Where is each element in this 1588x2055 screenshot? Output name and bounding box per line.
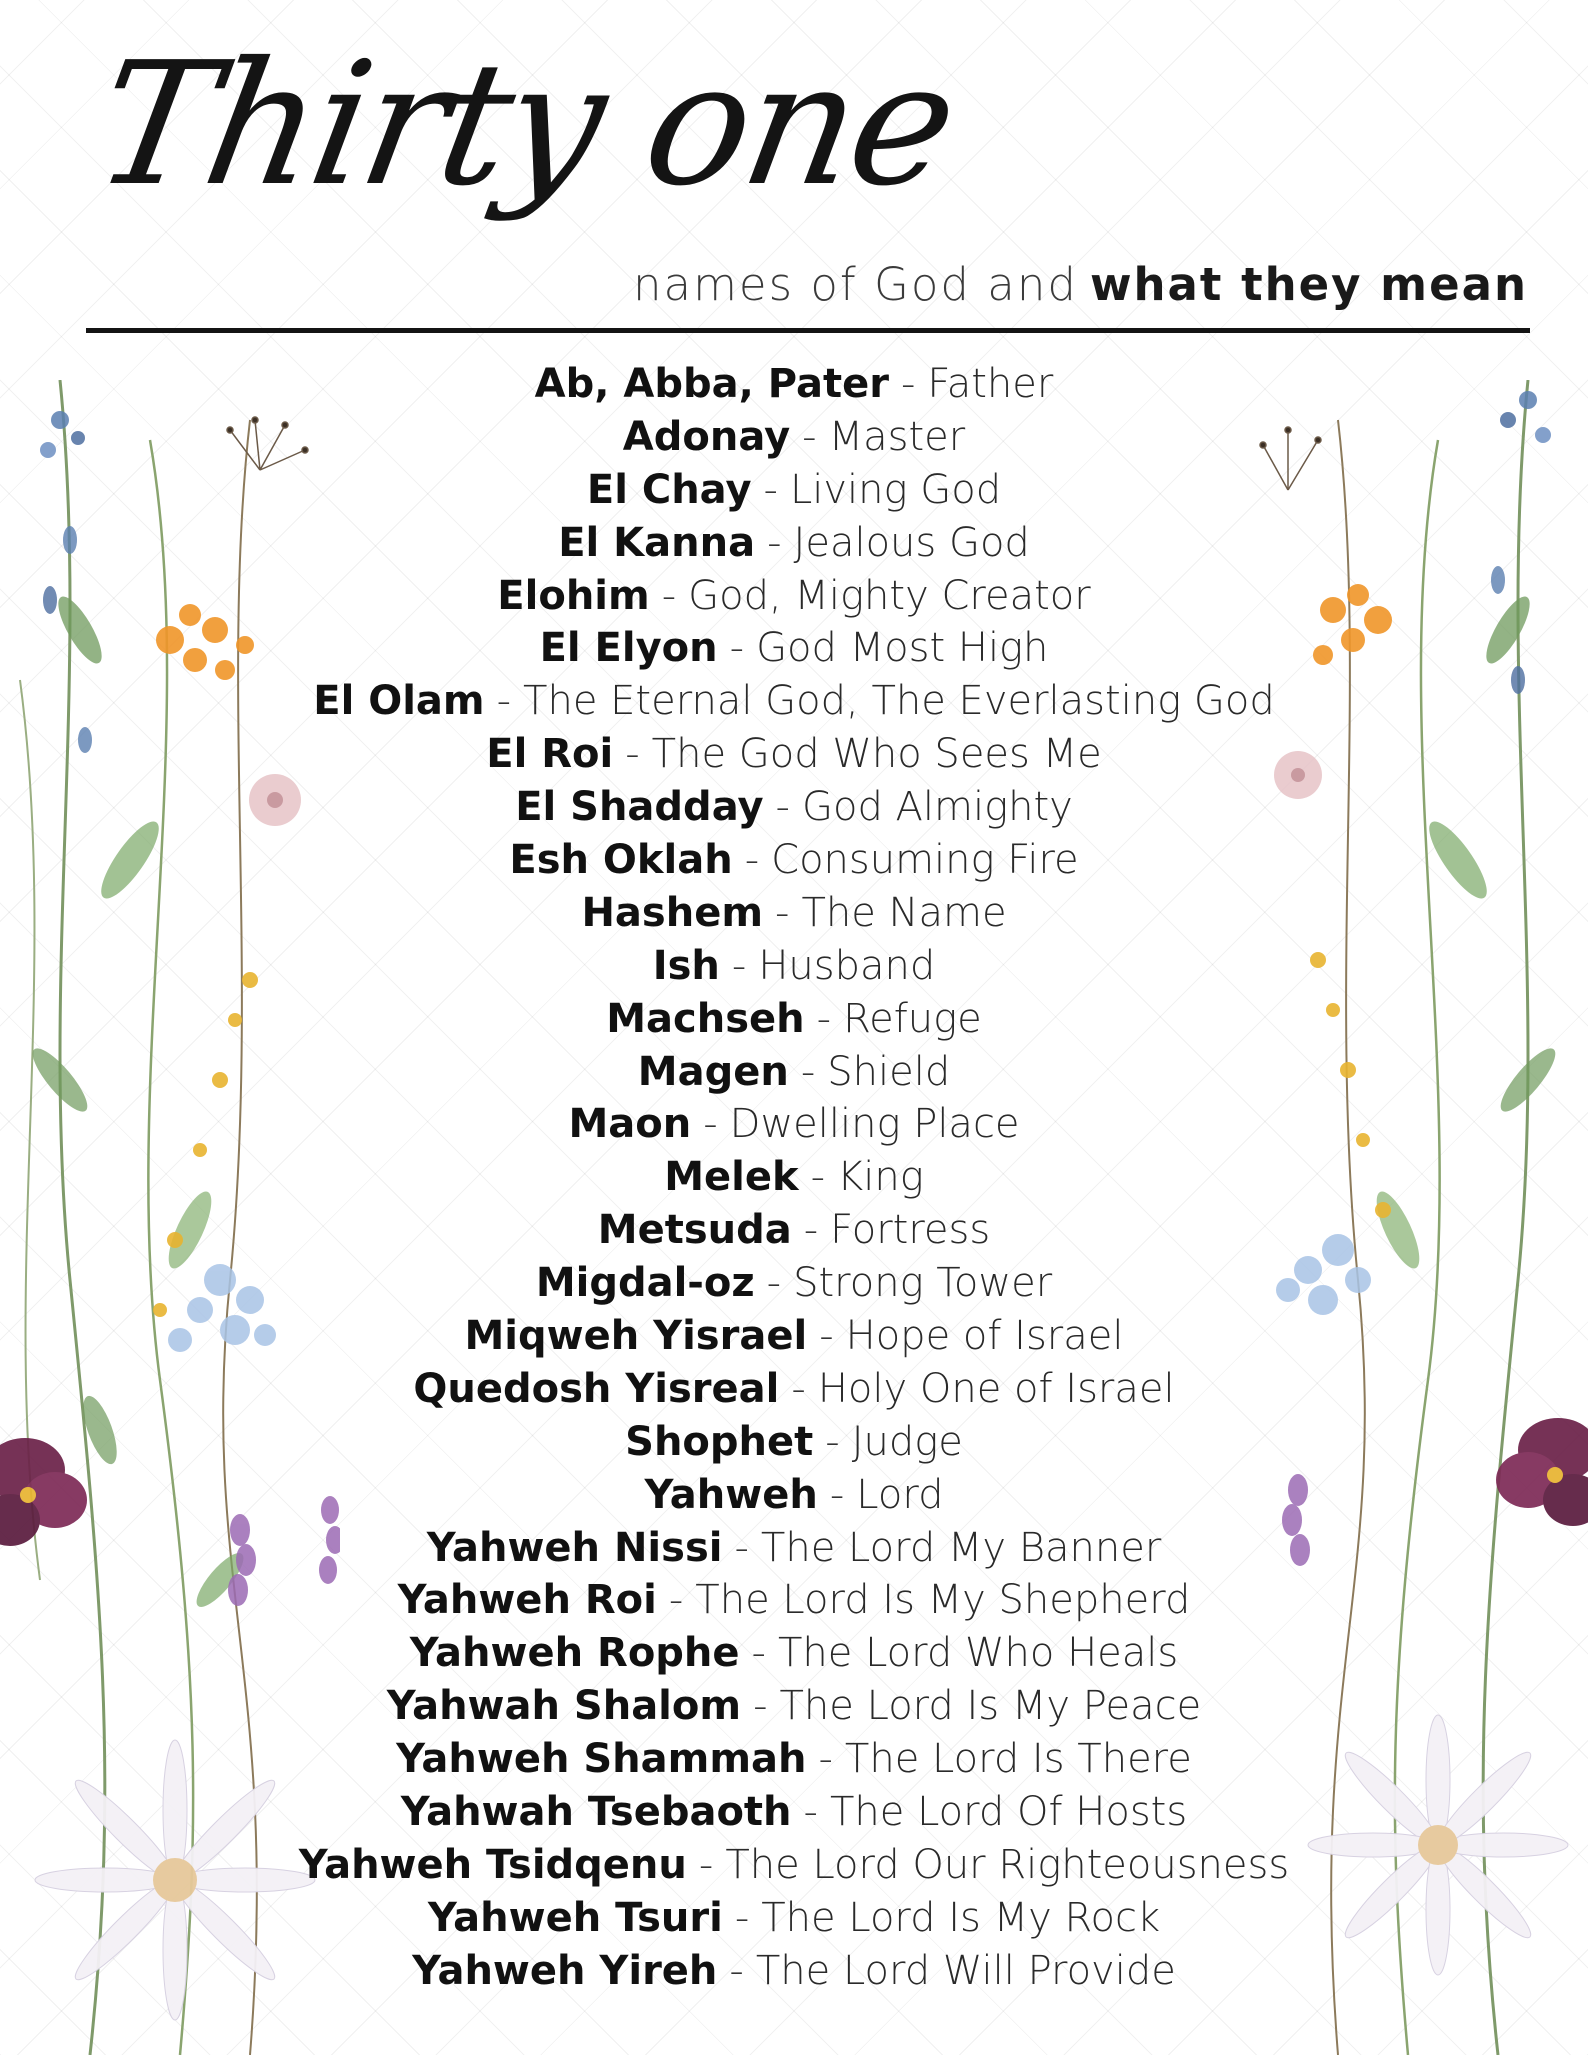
name-meaning: King <box>837 1154 924 1201</box>
separator: - <box>819 1313 834 1360</box>
name-meaning: The Name <box>801 889 1007 936</box>
name-meaning: The Lord Who Heals <box>777 1630 1179 1677</box>
name-term: Machseh <box>606 995 805 1042</box>
separator: - <box>775 889 790 936</box>
separator: - <box>734 1524 749 1571</box>
name-meaning: The Lord Will Provide <box>755 1947 1176 1994</box>
list-item <box>0 1680 1588 1733</box>
subtitle-light: names of God and <box>632 258 1078 311</box>
name-term: El Roi <box>486 731 614 778</box>
list-item <box>0 358 1588 411</box>
name-term: El Olam <box>313 678 485 725</box>
name-meaning: Living God <box>789 466 1002 513</box>
name-meaning: Husband <box>758 942 936 989</box>
name-meaning: Strong Tower <box>793 1260 1053 1307</box>
list-item <box>0 887 1588 940</box>
separator: - <box>803 1207 819 1254</box>
name-term: Metsuda <box>597 1207 792 1254</box>
name-meaning: Shield <box>827 1048 951 1095</box>
name-term: Hashem <box>581 889 763 936</box>
list-item <box>0 1151 1588 1204</box>
list-item <box>0 1363 1588 1416</box>
name-term: Shophet <box>625 1418 814 1465</box>
subtitle-bold: what they mean <box>1089 258 1528 311</box>
name-meaning: Holy One of Israel <box>817 1365 1175 1412</box>
name-meaning: The Lord Is My Rock <box>761 1894 1161 1941</box>
name-meaning: The God Who Sees Me <box>651 731 1102 778</box>
name-term: Elohim <box>497 572 650 619</box>
separator: - <box>625 731 640 778</box>
name-meaning: Consuming Fire <box>771 837 1079 884</box>
separator: - <box>818 1736 833 1783</box>
list-item <box>0 1257 1588 1310</box>
name-meaning: God Almighty <box>801 784 1073 831</box>
name-term: Yahweh Tsidqenu <box>298 1841 687 1888</box>
separator: - <box>496 678 512 725</box>
separator: - <box>731 942 747 989</box>
separator: - <box>829 1471 845 1518</box>
list-item <box>0 1204 1588 1257</box>
name-term: Quedosh Yisreal <box>413 1365 780 1412</box>
name-meaning: Father <box>927 361 1054 407</box>
list-item <box>0 1574 1588 1627</box>
name-term: El Kanna <box>558 519 756 566</box>
separator: - <box>810 1154 826 1201</box>
separator: - <box>816 995 832 1042</box>
list-item <box>0 464 1588 517</box>
name-meaning: The Lord Is My Shepherd <box>695 1577 1191 1624</box>
list-item <box>0 834 1588 887</box>
separator: - <box>802 413 817 460</box>
names-list <box>0 358 1588 1998</box>
name-meaning: Refuge <box>843 995 982 1042</box>
separator: - <box>825 1418 840 1465</box>
name-meaning: Judge <box>851 1418 963 1465</box>
name-term: Miqweh Yisrael <box>464 1313 808 1360</box>
list-item <box>0 1416 1588 1469</box>
separator: - <box>734 1894 750 1941</box>
name-term: El Chay <box>586 466 752 513</box>
name-term: El Elyon <box>539 625 718 672</box>
list-item <box>0 517 1588 570</box>
page-title: Thirty one <box>82 26 967 224</box>
name-meaning: Lord <box>856 1471 944 1518</box>
list-item <box>0 1469 1588 1522</box>
name-term: Yahwah Tsebaoth <box>400 1789 792 1836</box>
list-item <box>0 781 1588 834</box>
name-meaning: The Lord Of Hosts <box>829 1789 1188 1836</box>
name-meaning: The Lord My Banner <box>760 1524 1162 1571</box>
name-term: Maon <box>568 1101 692 1148</box>
separator: - <box>900 361 916 407</box>
list-item <box>0 993 1588 1046</box>
separator: - <box>668 1577 684 1624</box>
name-meaning: Hope of Israel <box>845 1313 1124 1360</box>
name-meaning: The Lord Our Righteousness <box>725 1841 1290 1888</box>
name-term: Melek <box>664 1154 799 1201</box>
separator: - <box>791 1365 806 1412</box>
title-rule <box>86 328 1530 333</box>
name-meaning: Master <box>828 413 966 460</box>
name-term: Ish <box>652 942 720 989</box>
list-item <box>0 411 1588 464</box>
separator: - <box>800 1048 816 1095</box>
name-term: Ab, Abba, Pater <box>534 361 889 407</box>
name-term: Magen <box>637 1048 789 1095</box>
name-term: Yahweh Rophe <box>409 1630 740 1677</box>
separator: - <box>729 1947 744 1994</box>
name-term: Yahweh Tsuri <box>427 1894 723 1941</box>
separator: - <box>729 625 745 672</box>
name-term: Yahweh Shammah <box>396 1736 807 1783</box>
list-item <box>0 728 1588 781</box>
list-item <box>0 1046 1588 1099</box>
name-term: Yahweh <box>644 1471 818 1518</box>
name-meaning: The Eternal God, The Everlasting God <box>523 678 1275 725</box>
list-item <box>0 622 1588 675</box>
separator: - <box>744 837 760 884</box>
separator: - <box>703 1101 718 1148</box>
separator: - <box>763 466 778 513</box>
list-item <box>0 570 1588 623</box>
name-meaning: Jealous God <box>793 519 1030 566</box>
separator: - <box>766 1260 782 1307</box>
name-term: Yahwah Shalom <box>386 1683 742 1730</box>
name-term: Migdal-oz <box>535 1260 755 1307</box>
list-item <box>0 1945 1588 1998</box>
list-item <box>0 1098 1588 1151</box>
separator: - <box>661 572 677 619</box>
name-term: El Shadday <box>515 784 764 831</box>
separator: - <box>753 1683 768 1730</box>
name-term: Adonay <box>622 413 791 460</box>
name-term: Yahweh Roi <box>397 1577 657 1624</box>
separator: - <box>775 784 790 831</box>
name-term: Yahweh Nissi <box>426 1524 723 1571</box>
name-meaning: Dwelling Place <box>729 1101 1020 1148</box>
page-subtitle <box>632 258 1528 311</box>
name-term: Yahweh Yireh <box>412 1947 718 1994</box>
separator: - <box>803 1789 818 1836</box>
separator: - <box>767 519 782 566</box>
name-meaning: God Most High <box>756 625 1049 672</box>
list-item <box>0 1522 1588 1575</box>
list-item <box>0 1733 1588 1786</box>
name-meaning: Fortress <box>830 1207 991 1254</box>
name-term: Esh Oklah <box>509 837 733 884</box>
list-item <box>0 1839 1588 1892</box>
list-item <box>0 675 1588 728</box>
list-item <box>0 1310 1588 1363</box>
separator: - <box>751 1630 766 1677</box>
list-item <box>0 940 1588 993</box>
name-meaning: The Lord Is There <box>844 1736 1192 1783</box>
list-item <box>0 1892 1588 1945</box>
name-meaning: God, Mighty Creator <box>688 572 1091 619</box>
name-meaning: The Lord Is My Peace <box>779 1683 1202 1730</box>
separator: - <box>698 1841 714 1888</box>
list-item <box>0 1786 1588 1839</box>
list-item <box>0 1627 1588 1680</box>
